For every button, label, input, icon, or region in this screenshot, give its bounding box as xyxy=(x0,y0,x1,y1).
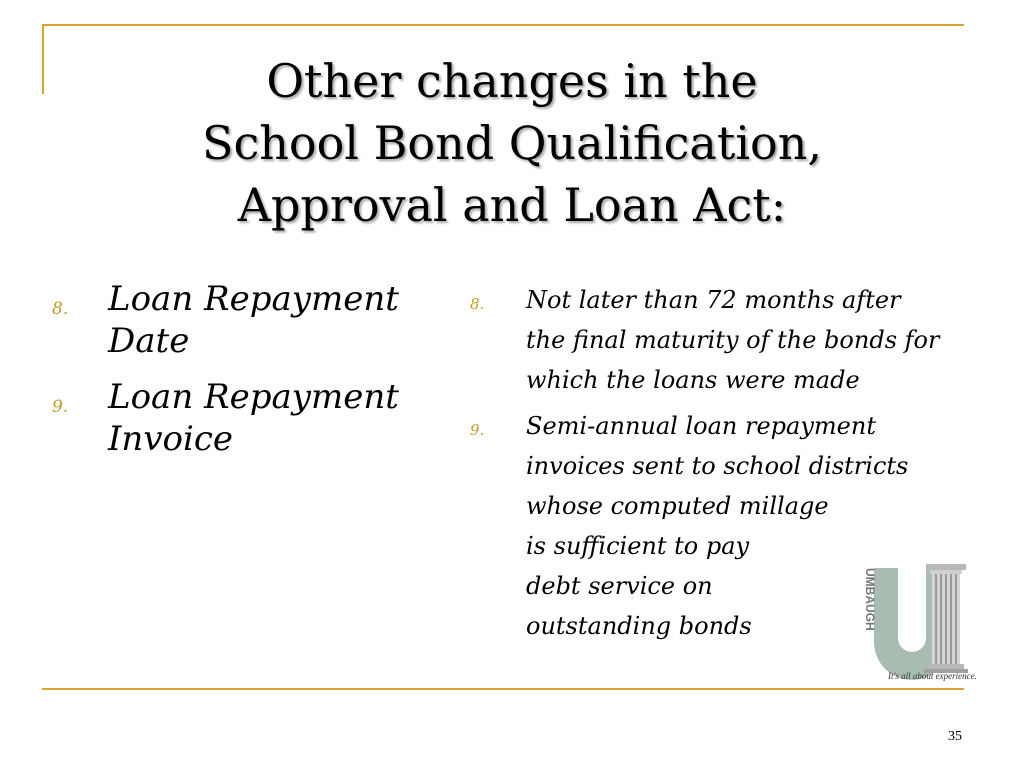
list-number: 8. xyxy=(470,295,485,313)
title-line-2: School Bond Qualification, xyxy=(201,116,822,170)
list-item-text-line: Semi-annual loan repayment xyxy=(526,412,876,440)
list-number: 9. xyxy=(52,397,69,417)
list-item-text-line: invoices sent to school districts xyxy=(526,452,909,480)
list-item-text-line: the final maturity of the bonds for xyxy=(526,326,940,354)
top-gold-rule xyxy=(42,24,964,26)
list-item-text-line: which the loans were made xyxy=(526,366,860,394)
bottom-gold-rule xyxy=(42,688,964,690)
list-item-text-line: Invoice xyxy=(108,419,234,459)
list-item-text-line: is sufficient to pay xyxy=(526,532,750,560)
list-item-text-line: Loan Repayment xyxy=(108,279,399,319)
logo-brand-text: UMBAUGH xyxy=(863,568,877,631)
title-line-1: Other changes in the xyxy=(266,54,758,108)
right-list-item-8 xyxy=(470,280,1000,400)
slide-title xyxy=(90,50,934,236)
left-numbered-list xyxy=(52,278,432,474)
logo-tagline: It's all about experience. xyxy=(888,671,977,681)
list-item-text-line: whose computed millage xyxy=(526,492,829,520)
list-item-text-line: outstanding bonds xyxy=(526,612,752,640)
left-list-item-8 xyxy=(52,278,432,362)
list-item-text-line: Date xyxy=(108,321,190,361)
list-number: 8. xyxy=(52,299,69,319)
list-item-text-line: Loan Repayment xyxy=(108,377,399,417)
list-item-text-line: debt service on xyxy=(526,572,713,600)
title-line-3: Approval and Loan Act: xyxy=(237,178,787,232)
left-list-item-9 xyxy=(52,376,432,460)
list-item-text-line: Not later than 72 months after xyxy=(526,286,901,314)
umbaugh-logo-icon xyxy=(852,560,976,684)
page-number: 35 xyxy=(948,729,962,744)
list-number: 9. xyxy=(470,421,485,439)
left-gold-rule xyxy=(42,24,44,94)
